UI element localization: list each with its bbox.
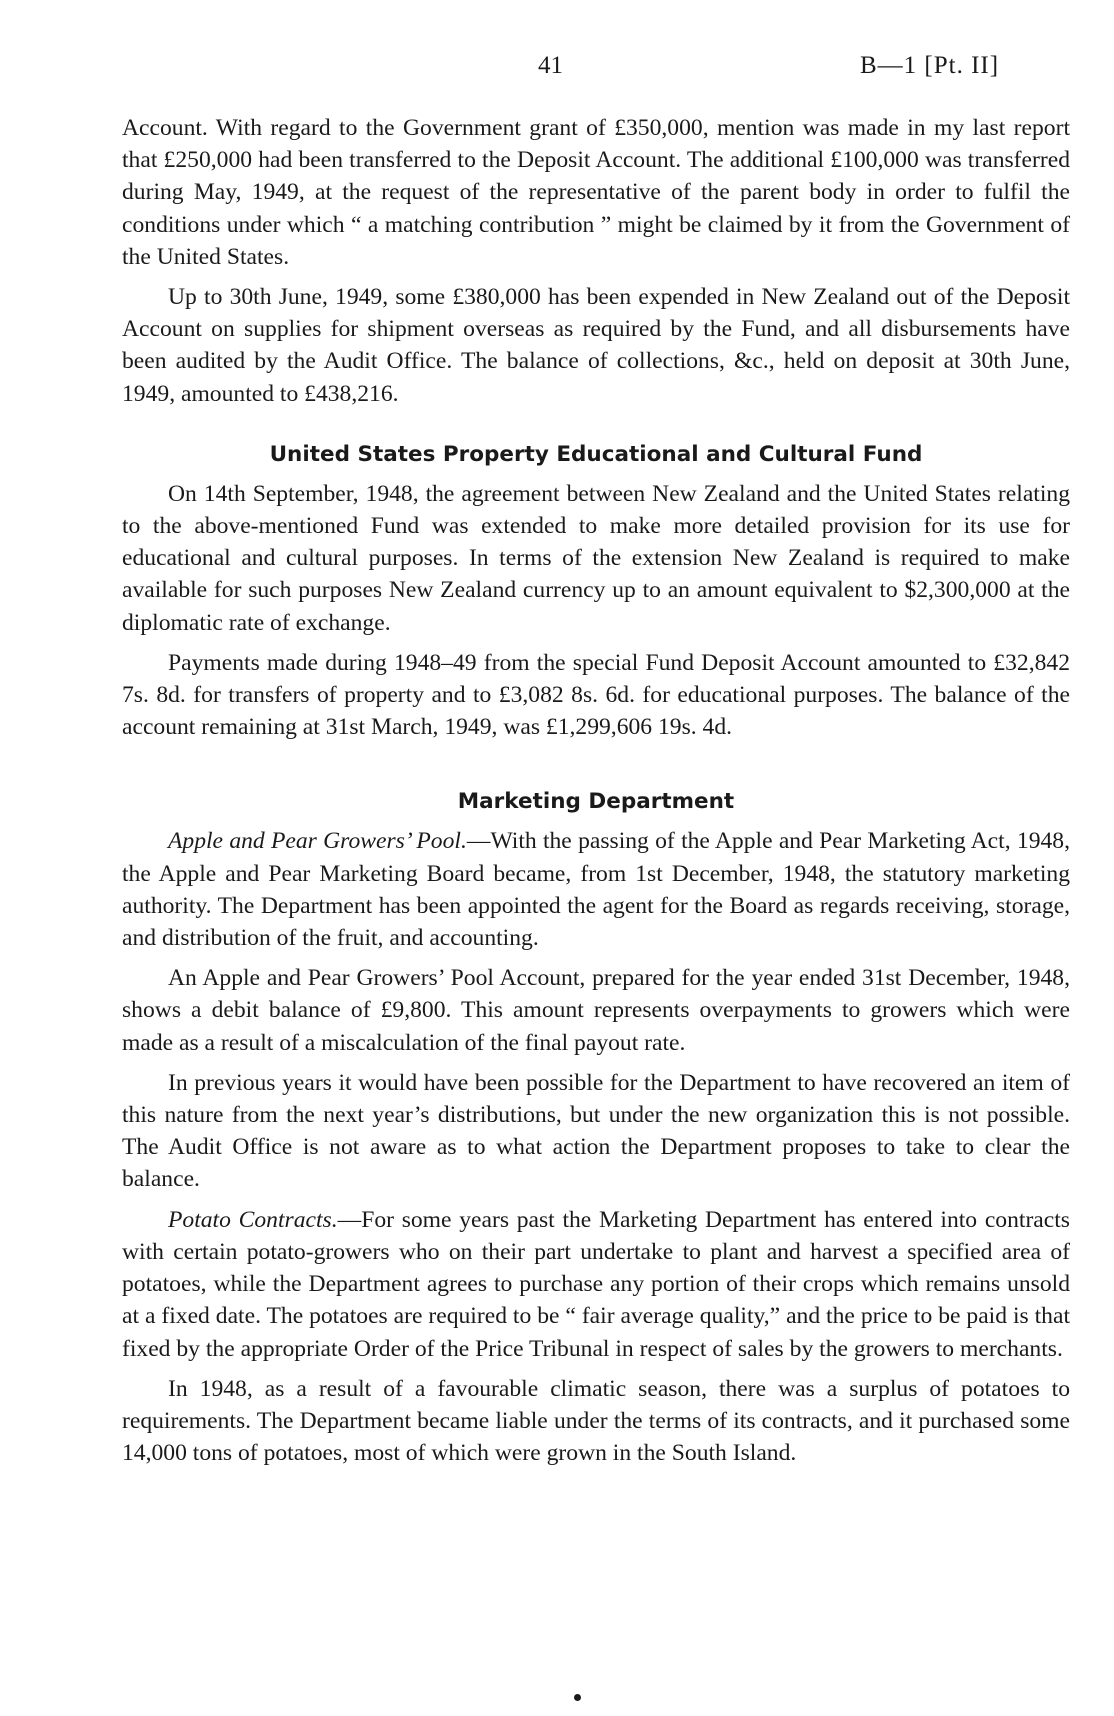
print-mark bbox=[574, 1694, 581, 1701]
paragraph-payments: Payments made during 1948–49 from the special Fund Deposit Account amounted to £32,842 7s. 8d. for transfers of property and to £3,082 8s. 6d. for educational purposes. The balance of the account remaining at 31st March, 1949, was £1,299,606 19s. 4d. bbox=[122, 649, 1070, 741]
body-text bbox=[122, 112, 1070, 1477]
paragraph-expenditure: Up to 30th June, 1949, some £380,000 has been expended in New Zealand out of the Deposit Account on supplies for shipment overseas as required by the Fund, and all disbursements have been audited by the Audit Office. The balance of collections, &c., held on deposit at 30th June, 1949, amounted to £438,216. bbox=[122, 284, 1070, 407]
paragraph-agreement: On 14th September, 1948, the agreement between New Zealand and the United States relating to the above-mentioned Fund was extended to make more detailed provision for its use for educational and cultural purposes. In terms of the extension New Zealand is required to make available for such purposes New Zealand currency up to an amount equivalent to $2,300,000 at the diplomatic rate of exchange. bbox=[122, 480, 1070, 636]
paragraph-1948-surplus: In 1948, as a result of a favourable climatic season, there was a surplus of potatoes to requirements. The Department became liable under the terms of its contracts, and it purchased some 14,000 tons of potatoes, most of which were grown in the South Island. bbox=[122, 1375, 1070, 1467]
paragraph-apple-pear-pool bbox=[122, 825, 1070, 954]
page-header bbox=[0, 52, 1114, 92]
section-heading-us-property-fund: United States Property Educational and Cultural Fund bbox=[269, 441, 923, 467]
run-in-heading-apple-pear: Apple and Pear Growers’ Pool. bbox=[168, 828, 467, 855]
page-number: 41 bbox=[538, 52, 563, 79]
section-heading-marketing-department: Marketing Department bbox=[457, 789, 735, 815]
run-in-heading-potato: Potato Contracts. bbox=[168, 1206, 338, 1233]
page-reference: B—1 [Pt. II] bbox=[860, 52, 1000, 79]
paragraph-previous-years: In previous years it would have been possible for the Department to have recovered an item of this nature from the next year’s distributions, but under the new organization this is not possible. The Audit Office is not aware as to what action the Department proposes to take to clear the balance. bbox=[122, 1069, 1070, 1193]
paragraph-potato-text: —For some years past the Marketing Department has entered into contracts with certain potato-growers who on their part undertake to plant and harvest a specified area of potatoes, while the Department agrees to purchase any portion of their crops which remains unsold at a fixed date. The potatoes are required to be “ fair average quality,” and the price to be paid is that fixed by the appropriate Order of the Price Tribunal in respect of sales by the growers to merchants. bbox=[122, 1206, 1070, 1362]
paragraph-pool-account: An Apple and Pear Growers’ Pool Account, prepared for the year ended 31st December, 1948, shows a debit balance of £9,800. This amount represents overpayments to growers which were made as a result of a miscalculation of the final payout rate. bbox=[122, 965, 1070, 1056]
paragraph-apple-pear-text: —With the passing of the Apple and Pear Marketing Act, 1948, the Apple and Pear Marketing Board became, from 1st December, 1948, the statutory marketing authority. The Department has been appointed the agent for the Board as regards receiving, storage, and distribution of the fruit, and accounting. bbox=[122, 828, 1070, 952]
paragraph-potato-contracts bbox=[122, 1204, 1070, 1365]
paragraph-account-continued: Account. With regard to the Government grant of £350,000, mention was made in my last report that £250,000 had been transferred to the Deposit Account. The additional £100,000 was transferred during May, 1949, at the request of the representative of the parent body in order to fulfil the conditions under which “ a matching contribution ” might be claimed by it from the Government of the United States. bbox=[122, 115, 1070, 270]
